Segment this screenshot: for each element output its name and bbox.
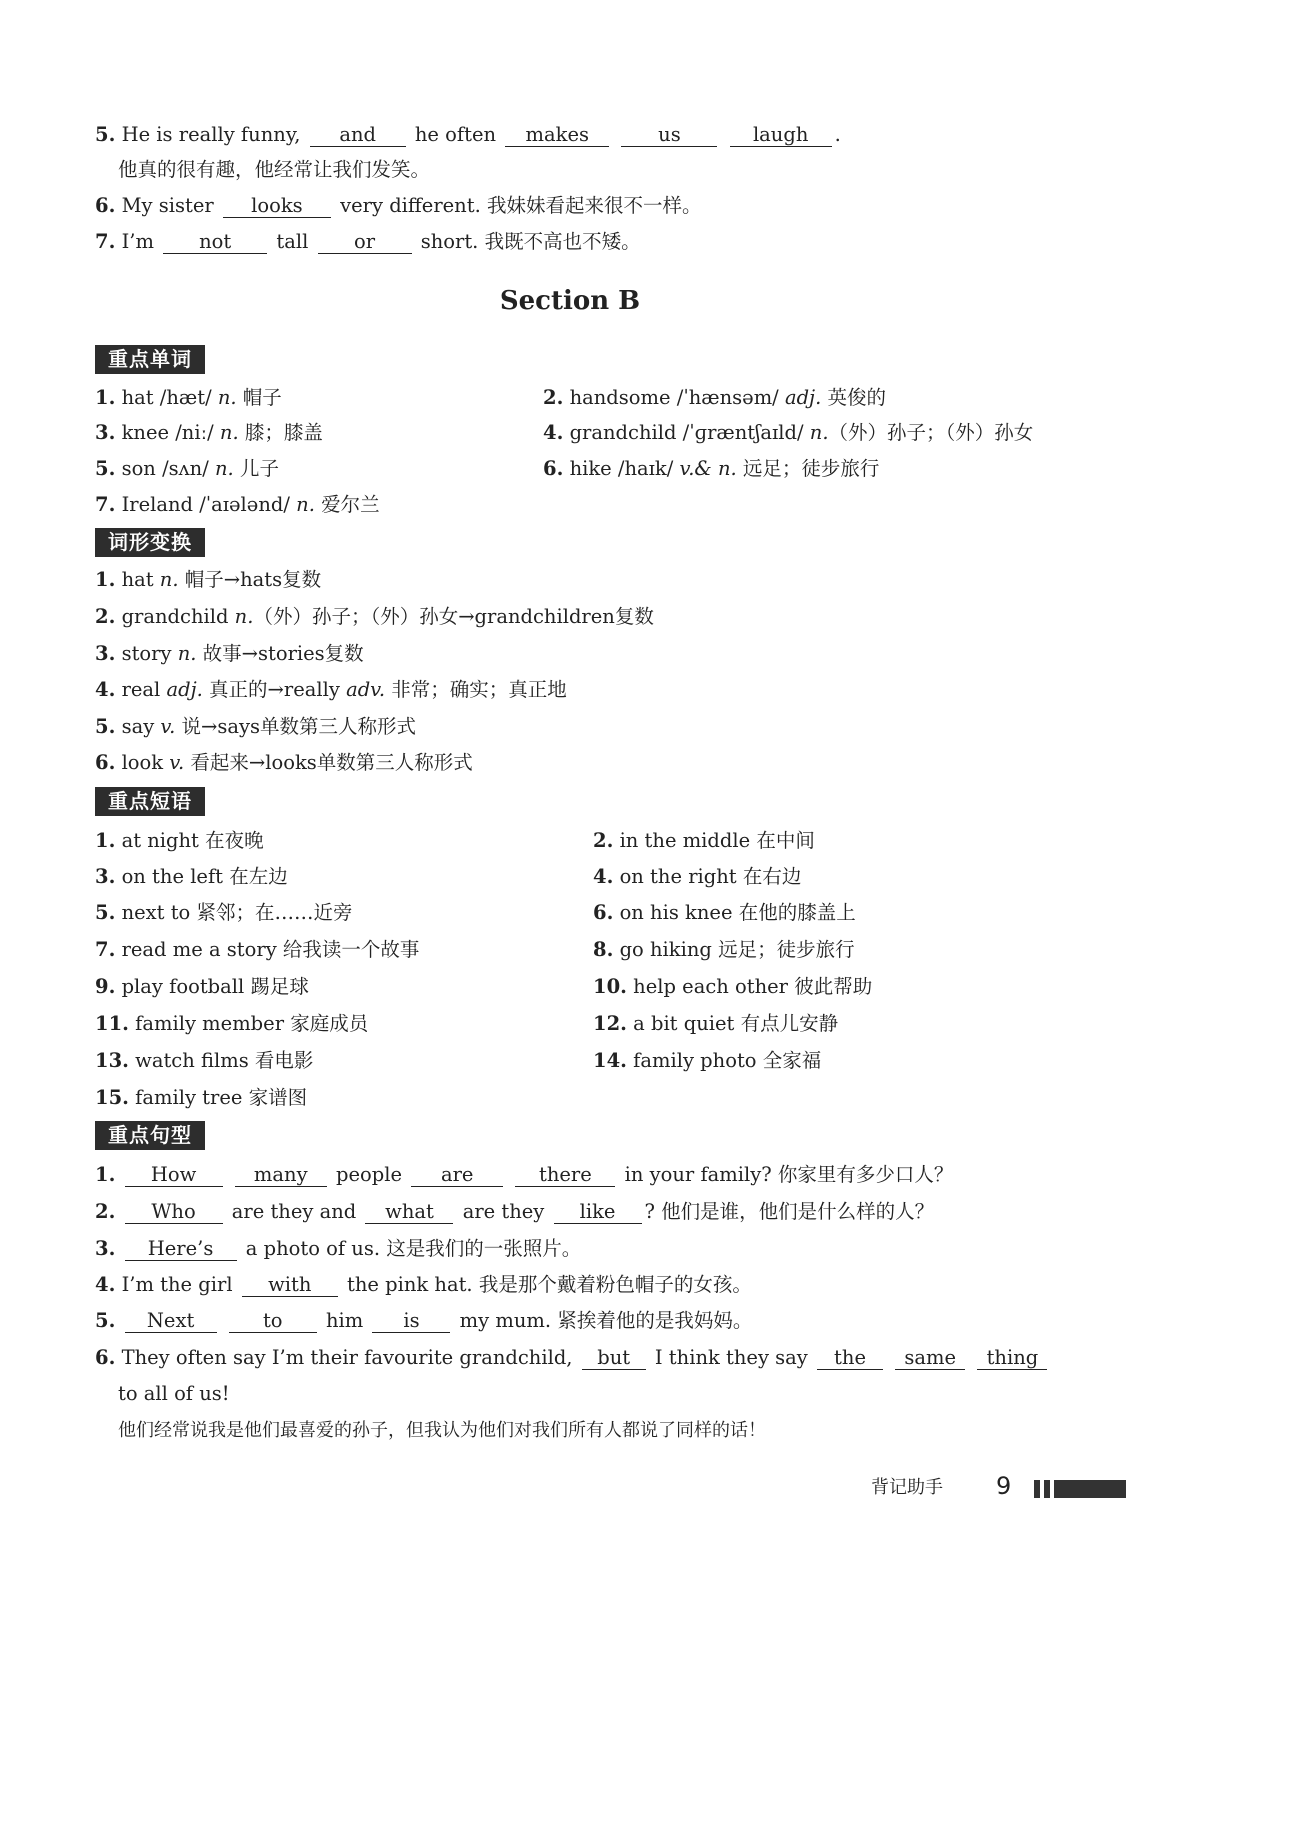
answer-blank: thing	[977, 1347, 1047, 1370]
footer-bar-3	[1054, 1480, 1126, 1498]
footer-bar-2	[1044, 1480, 1050, 1498]
answer-blank: but	[582, 1347, 646, 1370]
answer-blank: laugh	[730, 124, 832, 147]
answer-blank: Who	[125, 1201, 223, 1224]
answer-blank: to	[229, 1310, 317, 1333]
word-item: 4. grandchild /ˈɡræntʃaɪld/ n.（外）孙子；（外）孙女	[543, 421, 1034, 444]
answer-blank: like	[554, 1201, 642, 1224]
sentence-b5: 5. Next to him is my mum. 紧挨着他的是我妈妈。	[95, 1309, 753, 1332]
word-item: 5. son /sʌn/ n. 儿子	[95, 457, 279, 480]
form-item: 4. real adj. 真正的→really adv. 非常；确实；真正地	[95, 678, 567, 701]
translation: 他真的很有趣，他经常让我们发笑。	[118, 158, 431, 181]
phrase-item: 6. on his knee 在他的膝盖上	[593, 901, 856, 924]
word-item: 2. handsome /ˈhænsəm/ adj. 英俊的	[543, 386, 887, 409]
word-item: 6. hike /haɪk/ v.& n. 远足；徒步旅行	[543, 457, 880, 480]
footer-label: 背记助手	[871, 1477, 943, 1498]
sentence-b4: 4. I’m the girl with the pink hat. 我是那个戴着粉色帽子的女孩。	[95, 1273, 752, 1296]
answer-blank: not	[163, 231, 267, 254]
answer-blank: and	[310, 124, 406, 147]
sentence-b3: 3. Here’s a photo of us. 这是我们的一张照片。	[95, 1237, 582, 1260]
answer-blank: is	[372, 1310, 450, 1333]
sentence-b6: 6. They often say I’m their favourite grandchild, but I think they say the same thing	[95, 1343, 1050, 1373]
form-item: 5. say v. 说→says单数第三人称形式	[95, 715, 417, 738]
phrase-item: 4. on the right 在右边	[593, 865, 802, 888]
sentence-b6-cont: to all of us!	[118, 1382, 230, 1405]
word-item: 1. hat /hæt/ n. 帽子	[95, 386, 282, 409]
answer-blank: same	[895, 1347, 965, 1370]
answer-blank: are	[411, 1164, 503, 1187]
answer-blank: many	[235, 1164, 327, 1187]
sentence-a5: 5. He is really funny, and he often makes us laugh .	[95, 123, 841, 146]
answer-blank: makes	[505, 124, 609, 147]
phrase-item: 5. next to 紧邻；在……近旁	[95, 901, 353, 924]
phrase-item: 1. at night 在夜晚	[95, 829, 264, 852]
item-number: 7.	[95, 230, 116, 253]
form-item: 1. hat n. 帽子→hats复数	[95, 568, 322, 591]
header-key-sentences: 重点句型	[95, 1121, 205, 1150]
phrase-item: 3. on the left 在左边	[95, 865, 288, 888]
translation: 他们经常说我是他们最喜爱的孙子，但我认为他们对我们所有人都说了同样的话！	[118, 1420, 766, 1441]
phrase-item: 12. a bit quiet 有点儿安静	[593, 1012, 839, 1035]
phrase-item: 7. read me a story 给我读一个故事	[95, 938, 420, 961]
answer-blank: the	[817, 1347, 883, 1370]
phrase-item: 9. play football 踢足球	[95, 975, 309, 998]
form-item: 6. look v. 看起来→looks单数第三人称形式	[95, 751, 473, 774]
header-key-words: 重点单词	[95, 345, 205, 374]
word-item: 7. Ireland /ˈaɪələnd/ n. 爱尔兰	[95, 493, 380, 516]
sentence-b2: 2. Who are they and what are they like ? 他们是谁，他们是什么样的人？	[95, 1200, 935, 1223]
section-title: Section B	[499, 286, 641, 316]
answer-blank: Next	[125, 1310, 217, 1333]
answer-blank: How	[125, 1164, 223, 1187]
phrase-item: 8. go hiking 远足；徒步旅行	[593, 938, 855, 961]
form-item: 2. grandchild n.（外）孙子；（外）孙女→grandchildren复数	[95, 605, 654, 628]
phrase-item: 2. in the middle 在中间	[593, 829, 815, 852]
answer-blank: Here’s	[125, 1238, 237, 1261]
sentence-b1: 1. How many people are there in your family? 你家里有多少口人？	[95, 1163, 954, 1186]
header-key-phrases: 重点短语	[95, 787, 205, 816]
answer-blank: or	[318, 231, 412, 254]
sentence-a6: 6. My sister looks very different. 我妹妹看起来很不一样。	[95, 194, 702, 217]
item-number: 6.	[95, 194, 116, 217]
word-item: 3. knee /niː/ n. 膝；膝盖	[95, 421, 323, 444]
phrase-item: 11. family member 家庭成员	[95, 1012, 369, 1035]
answer-blank: us	[621, 124, 717, 147]
footer-bar-1	[1034, 1480, 1040, 1498]
phrase-item: 14. family photo 全家福	[593, 1049, 822, 1072]
header-word-forms: 词形变换	[95, 528, 205, 557]
item-number: 5.	[95, 123, 116, 146]
answer-blank: there	[515, 1164, 615, 1187]
phrase-item: 13. watch films 看电影	[95, 1049, 314, 1072]
page-number: 9	[996, 1472, 1012, 1500]
answer-blank: what	[365, 1201, 453, 1224]
phrase-item: 15. family tree 家谱图	[95, 1086, 308, 1109]
sentence-a7: 7. I’m not tall or short. 我既不高也不矮。	[95, 230, 641, 253]
answer-blank: looks	[223, 195, 331, 218]
answer-blank: with	[242, 1274, 338, 1297]
phrase-item: 10. help each other 彼此帮助	[593, 975, 873, 998]
form-item: 3. story n. 故事→stories复数	[95, 642, 364, 665]
